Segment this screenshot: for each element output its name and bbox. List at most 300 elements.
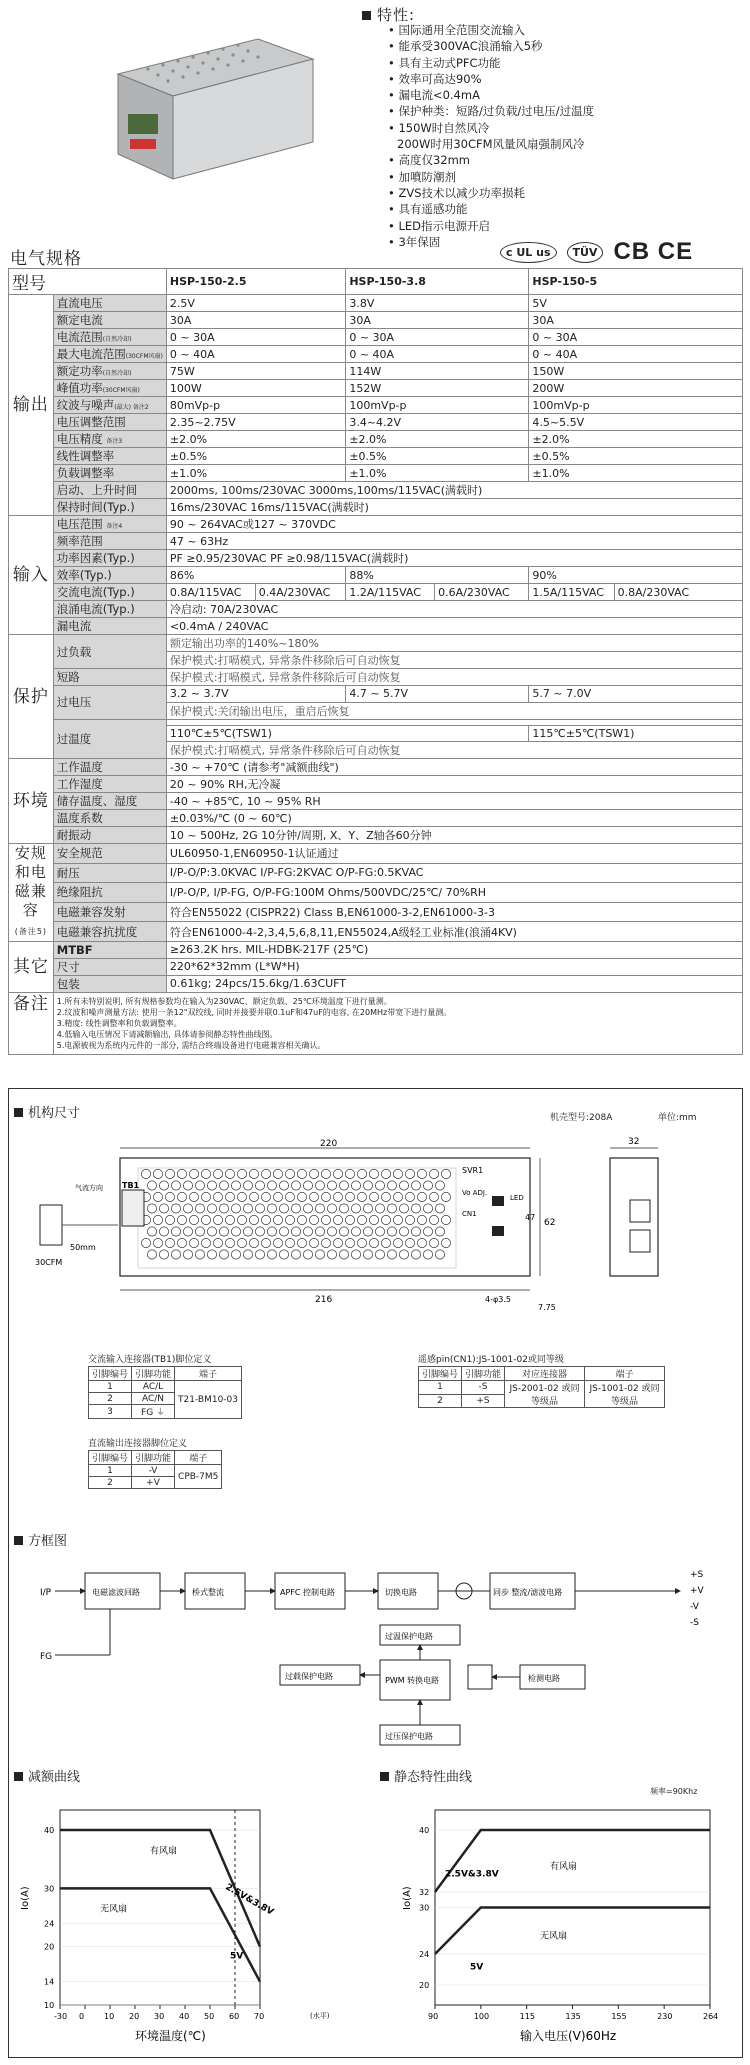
spec-row xyxy=(9,793,743,810)
spec-label: 纹波与噪声(最大) 备注2 xyxy=(53,397,166,414)
th: 引脚功能 xyxy=(462,1367,505,1381)
vent-hole xyxy=(321,1215,330,1224)
spec-row xyxy=(9,601,743,618)
vent-hole xyxy=(273,1238,282,1247)
spec-value: 115℃±5℃(TSW1) xyxy=(529,725,743,742)
spec-value: 220*62*32mm (L*W*H) xyxy=(166,958,742,975)
dim-inner: 47 xyxy=(525,1213,536,1222)
spec-value: 0 ~ 30A xyxy=(346,329,529,346)
product-photo xyxy=(108,34,318,182)
spec-value: 30A xyxy=(166,312,345,329)
vent-hole xyxy=(201,1215,210,1224)
spec-value: ±0.5% xyxy=(166,448,345,465)
spec-value: ±0.5% xyxy=(346,448,529,465)
vent-hole xyxy=(159,1250,168,1259)
vent-hole xyxy=(411,1250,420,1259)
vent-hole xyxy=(219,1227,228,1236)
vent-hole xyxy=(237,1238,246,1247)
vent-hole xyxy=(441,1238,450,1247)
spec-row xyxy=(9,448,743,465)
cn1-table xyxy=(418,1366,665,1408)
y-tick-label: 20 xyxy=(44,1942,55,1952)
vent-hole xyxy=(297,1192,306,1201)
series-label-2: 5V xyxy=(230,1951,244,1962)
vent-hole xyxy=(159,1204,168,1213)
th: 端子 xyxy=(175,1367,242,1381)
tb1-title: 交流输入连接器(TB1)脚位定义 xyxy=(88,1355,212,1365)
cat-other: 其它 xyxy=(9,942,54,993)
vent-hole xyxy=(267,1250,276,1259)
vent-hole xyxy=(369,1169,378,1178)
spec-title: 电气规格 xyxy=(10,249,82,269)
spec-value: 0 ~ 40A xyxy=(529,346,743,363)
spec-label: 频率范围 xyxy=(53,533,166,550)
spec-row xyxy=(9,827,743,844)
th: 引脚功能 xyxy=(132,1451,175,1465)
spec-value: I/P-O/P, I/P-FG, O/P-FG:100M Ohms/500VDC/25℃/ 70%RH xyxy=(166,883,742,903)
vent-hole xyxy=(207,1227,216,1236)
certification-logos xyxy=(500,238,693,266)
vent-hole xyxy=(177,1215,186,1224)
vent-hole xyxy=(285,1215,294,1224)
vent-hole xyxy=(273,1169,282,1178)
features-list xyxy=(388,22,594,250)
led-label: LED xyxy=(510,1194,524,1202)
mech-drawing xyxy=(30,1130,730,1330)
vent-hole xyxy=(327,1181,336,1190)
vent-hole xyxy=(165,1215,174,1224)
y-tick-label: 14 xyxy=(44,1977,55,1987)
spec-value: 5V xyxy=(529,295,743,312)
feature-item: • 效率可高达90% xyxy=(388,71,594,87)
spec-label: 电压范围 备注4 xyxy=(53,516,166,533)
vent-hole xyxy=(369,1215,378,1224)
spec-row xyxy=(9,686,743,703)
vent-hole xyxy=(315,1181,324,1190)
nofan-label: 无风扇 xyxy=(540,1931,568,1942)
spec-value: 20 ~ 90% RH,无冷凝 xyxy=(166,776,742,793)
vent-hole xyxy=(429,1192,438,1201)
spec-label: 功率因素(Typ.) xyxy=(53,550,166,567)
vent-hole xyxy=(177,1192,186,1201)
vent-hole xyxy=(171,1181,180,1190)
vent-hole xyxy=(285,1238,294,1247)
vent-hole xyxy=(405,1215,414,1224)
vent-hole xyxy=(387,1181,396,1190)
vent-hole xyxy=(207,1181,216,1190)
vent-hole xyxy=(213,1169,222,1178)
dim-height: 32 xyxy=(628,1137,640,1147)
vent-hole xyxy=(183,1227,192,1236)
spec-value: 冷启动: 70A/230VAC xyxy=(166,601,742,618)
spec-row xyxy=(9,584,743,601)
vent-hole xyxy=(429,1238,438,1247)
fan-label: 有风扇 xyxy=(150,1846,178,1857)
vent-hole xyxy=(345,1215,354,1224)
vent-hole xyxy=(405,1169,414,1178)
derating-chart xyxy=(20,1790,360,2050)
vent-hole xyxy=(303,1227,312,1236)
vent-hole xyxy=(387,1227,396,1236)
vent-hole xyxy=(411,1204,420,1213)
feature-item: • 加噴防潮剂 xyxy=(388,169,594,185)
vent-hole xyxy=(183,1204,192,1213)
block-olp: 过载保护电路 xyxy=(285,1672,333,1681)
vent-hole xyxy=(183,1250,192,1259)
spec-label: 效率(Typ.) xyxy=(53,567,166,584)
vent-hole xyxy=(231,1204,240,1213)
vent-hole xyxy=(339,1227,348,1236)
vent-hole xyxy=(177,1238,186,1247)
vent-hole xyxy=(303,1250,312,1259)
vent-hole xyxy=(417,1192,426,1201)
spec-value: 100mVp-p xyxy=(346,397,529,414)
x-tick-label: 30 xyxy=(154,2012,165,2021)
out-plus-s: +S xyxy=(690,1570,704,1580)
spec-value: ±0.5% xyxy=(529,448,743,465)
vent-hole xyxy=(387,1204,396,1213)
spec-value: 152W xyxy=(346,380,529,397)
note-line: 5.电源被视为系统内元件的一部分, 需结合终端设备进行电磁兼容相关确认。 xyxy=(56,1040,326,1050)
vent-hole xyxy=(435,1250,444,1259)
spec-value: 1.2A/115VAC xyxy=(346,584,435,601)
vent-hole xyxy=(195,1204,204,1213)
vent-hole xyxy=(423,1250,432,1259)
th: 端子 xyxy=(585,1367,665,1381)
vent-hole xyxy=(321,1192,330,1201)
feature-item: • 国际通用全范围交流输入 xyxy=(388,22,594,38)
spec-row xyxy=(9,844,743,864)
spec-label: MTBF xyxy=(53,942,166,959)
vent-hole xyxy=(249,1169,258,1178)
vent-hole xyxy=(423,1181,432,1190)
vent-hole xyxy=(327,1250,336,1259)
spec-value: ±1.0% xyxy=(346,465,529,482)
spec-row xyxy=(9,635,743,652)
spec-row xyxy=(9,942,743,959)
block-title: 方框图 xyxy=(14,1530,67,1549)
spec-value: ±1.0% xyxy=(166,465,345,482)
th: 端子 xyxy=(175,1451,222,1465)
th: 引脚功能 xyxy=(132,1367,175,1381)
vent-hole xyxy=(159,1181,168,1190)
svr1-label: SVR1 xyxy=(462,1166,484,1175)
vent-hole xyxy=(441,1215,450,1224)
vent-hole xyxy=(153,1192,162,1201)
vent-hole xyxy=(309,1238,318,1247)
vent-hole xyxy=(351,1181,360,1190)
dim-edge: 7.75 xyxy=(538,1303,556,1312)
vent-hole xyxy=(225,1238,234,1247)
vent-hole xyxy=(363,1227,372,1236)
td: +V xyxy=(132,1477,175,1489)
vent-hole xyxy=(363,1250,372,1259)
vent-hole xyxy=(321,1169,330,1178)
spec-row xyxy=(9,567,743,584)
spec-label: 电压调整范围 xyxy=(53,414,166,431)
th: 引脚编号 xyxy=(89,1451,132,1465)
y-tick-label: 40 xyxy=(44,1826,55,1835)
vent-hole xyxy=(369,1192,378,1201)
vent-hole xyxy=(333,1169,342,1178)
out-minus-s: -S xyxy=(690,1618,699,1628)
vent-hole xyxy=(267,1227,276,1236)
features-heading: 特性: xyxy=(362,4,415,25)
vent-hole xyxy=(195,1250,204,1259)
td: 1 xyxy=(89,1465,132,1477)
block-ovp: 过压保护电路 xyxy=(385,1732,433,1741)
vent-hole xyxy=(231,1227,240,1236)
spec-value: 4.7 ~ 5.7V xyxy=(346,686,529,703)
vent-hole xyxy=(435,1204,444,1213)
spec-value: 0 ~ 30A xyxy=(529,329,743,346)
spec-label: 电磁兼容抗扰度 xyxy=(53,922,166,942)
vent-hole xyxy=(327,1204,336,1213)
vent-hole xyxy=(357,1215,366,1224)
feature-item: • LED指示电源开启 xyxy=(388,218,594,234)
spec-value: 150W xyxy=(529,363,743,380)
spec-row xyxy=(9,431,743,448)
dim-length: 220 xyxy=(320,1139,338,1149)
derating-ylabel: Io(A) xyxy=(20,1886,31,1910)
vent-hole xyxy=(219,1250,228,1259)
spec-label: 电压精度 备注3 xyxy=(53,431,166,448)
vent-hole xyxy=(279,1227,288,1236)
feature-item: • 150W时自然风冷 xyxy=(388,120,594,136)
spec-value: 100mVp-p xyxy=(529,397,743,414)
spec-value: 80mVp-p xyxy=(166,397,345,414)
static-chart xyxy=(390,1790,740,2050)
x-tick-label: 40 xyxy=(179,2012,190,2021)
fan-label: 有风扇 xyxy=(550,1861,578,1872)
vent-hole xyxy=(417,1238,426,1247)
dim-hole: 216 xyxy=(315,1295,333,1305)
spec-value: 86% xyxy=(166,567,345,584)
vent-hole xyxy=(285,1169,294,1178)
vent-hole xyxy=(375,1250,384,1259)
spec-value: ±0.03%/℃ (0 ~ 60℃) xyxy=(166,810,742,827)
vent-hole xyxy=(165,1192,174,1201)
spec-value: 保护模式:打嗝模式, 异常条件移除后可自动恢复 xyxy=(166,742,742,759)
feature-item: • 保护种类：短路/过负载/过电压/过温度 xyxy=(388,103,594,119)
dc-table xyxy=(88,1450,222,1489)
spec-label: 耐振动 xyxy=(53,827,166,844)
vent-hole xyxy=(147,1181,156,1190)
model-38: HSP-150-3.8 xyxy=(346,269,529,295)
vent-hole xyxy=(375,1181,384,1190)
spec-label: 包装 xyxy=(53,975,166,992)
vent-hole xyxy=(435,1227,444,1236)
case-number: 机壳型号:208A xyxy=(550,1113,613,1123)
vent-hole xyxy=(243,1181,252,1190)
block-diagram xyxy=(40,1555,720,1750)
spec-label: 过电压 xyxy=(53,686,166,720)
spec-value: 16ms/230VAC 16ms/115VAC(满载时) xyxy=(166,499,742,516)
vent-hole xyxy=(435,1181,444,1190)
vent-hole xyxy=(357,1238,366,1247)
td: +S xyxy=(462,1394,505,1408)
vent-hole xyxy=(399,1204,408,1213)
spec-label: 浪涌电流(Typ.) xyxy=(53,601,166,618)
spec-label: 绝缘阻抗 xyxy=(53,883,166,903)
note-line: 2.纹波和噪声测量方法: 使用一条12"双绞线, 同时并接要并联0.1uF和47uF的电容, 在20MHz带宽下进行量测。 xyxy=(56,1007,452,1017)
vent-hole xyxy=(183,1181,192,1190)
vent-hole xyxy=(201,1169,210,1178)
block-pwm: PWM 转换电路 xyxy=(385,1676,440,1685)
spec-header-row xyxy=(9,269,743,295)
series-label-1: 2.5V&3.8V xyxy=(445,1869,499,1880)
cn1-title: 遥感pin(CN1):JS-1001-02或同等级 xyxy=(418,1355,564,1365)
feature-item: 200W时用30CFM风量风扇强制风冷 xyxy=(397,137,585,152)
x-tick-label: 115 xyxy=(519,2012,535,2021)
spec-value: ±1.0% xyxy=(529,465,743,482)
block-apfc: APFC 控制电路 xyxy=(280,1588,336,1597)
spec-row xyxy=(9,295,743,312)
vent-hole xyxy=(189,1192,198,1201)
spec-row xyxy=(9,482,743,499)
y-tick-label: 32 xyxy=(419,1888,430,1897)
cat-note: 备注 xyxy=(9,992,54,1054)
vent-hole xyxy=(189,1169,198,1178)
block-emi: 电磁滤波回路 xyxy=(92,1588,140,1597)
block-detect: 检测电路 xyxy=(528,1674,560,1683)
td: CPB-7M5 xyxy=(175,1465,222,1489)
vent-hole xyxy=(261,1192,270,1201)
spec-value: <0.4mA / 240VAC xyxy=(166,618,742,635)
vent-hole xyxy=(273,1192,282,1201)
vent-hole xyxy=(417,1215,426,1224)
dim-width: 62 xyxy=(544,1218,556,1228)
static-xlabel: 输入电压(V)60Hz xyxy=(520,2029,617,2043)
x-tick-label: 90 xyxy=(428,2012,439,2021)
vent-hole xyxy=(291,1227,300,1236)
feature-item: • 能承受300VAC浪涌输入5秒 xyxy=(388,38,594,54)
vent-hole xyxy=(393,1192,402,1201)
y-tick-label: 24 xyxy=(419,1950,430,1959)
vent-hole xyxy=(333,1215,342,1224)
spec-value: 符合EN55022 (CISPR22) Class B,EN61000-3-2,EN61000-3-3 xyxy=(166,902,742,922)
spec-label: 工作湿度 xyxy=(53,776,166,793)
vent-hole xyxy=(225,1169,234,1178)
out-plus-v: +V xyxy=(690,1586,704,1596)
spec-row xyxy=(9,975,743,992)
spec-row xyxy=(9,902,743,922)
vent-hole xyxy=(381,1238,390,1247)
spec-value: UL60950-1,EN60950-1认证通过 xyxy=(166,844,742,864)
spec-value: 100W xyxy=(166,380,345,397)
vent-hole xyxy=(399,1181,408,1190)
td: 1 xyxy=(89,1381,132,1393)
model-25: HSP-150-2.5 xyxy=(166,269,345,295)
td: AC/N xyxy=(132,1393,175,1405)
spec-value: I/P-O/P:3.0KVAC I/P-FG:2KVAC O/P-FG:0.5KVAC xyxy=(166,863,742,883)
model-5: HSP-150-5 xyxy=(529,269,743,295)
spec-row xyxy=(9,465,743,482)
vent-hole xyxy=(159,1227,168,1236)
dim-hole-dia: 4-φ3.5 xyxy=(485,1295,511,1304)
vent-hole xyxy=(423,1227,432,1236)
spec-row xyxy=(9,776,743,793)
vent-hole xyxy=(213,1215,222,1224)
spec-row xyxy=(9,363,743,380)
vent-hole xyxy=(189,1238,198,1247)
spec-value: 88% xyxy=(346,567,529,584)
x-tick-label: 70 xyxy=(254,2012,265,2021)
block-switch: 切换电路 xyxy=(385,1588,417,1597)
spec-table xyxy=(8,268,743,1055)
spec-value: ≥263.2K hrs. MIL-HDBK-217F (25℃) xyxy=(166,942,742,959)
vent-hole xyxy=(237,1192,246,1201)
spec-row xyxy=(9,883,743,903)
vent-hole xyxy=(345,1238,354,1247)
spec-row xyxy=(9,958,743,975)
vent-hole xyxy=(261,1169,270,1178)
vent-hole xyxy=(255,1204,264,1213)
vent-hole xyxy=(357,1192,366,1201)
spec-value: 0 ~ 40A xyxy=(166,346,345,363)
spec-label: 尺寸 xyxy=(53,958,166,975)
spec-label: 交流电流(Typ.) xyxy=(53,584,166,601)
model-header: 型号 xyxy=(9,269,167,295)
vent-hole xyxy=(387,1250,396,1259)
td: T21-BM10-03 xyxy=(175,1381,242,1419)
vent-hole xyxy=(249,1215,258,1224)
spec-value: ±2.0% xyxy=(529,431,743,448)
mech-title: 机构尺寸 xyxy=(14,1102,80,1121)
plot-frame xyxy=(60,1810,260,2005)
out-minus-v: -V xyxy=(690,1602,699,1612)
vent-hole xyxy=(375,1204,384,1213)
vent-hole xyxy=(147,1227,156,1236)
vent-hole xyxy=(297,1169,306,1178)
vent-hole xyxy=(147,1204,156,1213)
td: JS-2001-02 或同等级品 xyxy=(505,1381,585,1408)
notes xyxy=(53,992,742,1054)
vent-hole xyxy=(267,1181,276,1190)
vent-hole xyxy=(219,1204,228,1213)
vent-hole xyxy=(213,1192,222,1201)
vent-hole xyxy=(417,1169,426,1178)
block-bridge: 桥式整流 xyxy=(192,1588,224,1597)
nofan-label: 无风扇 xyxy=(100,1904,128,1915)
vent-hole xyxy=(381,1169,390,1178)
spec-row xyxy=(9,414,743,431)
spec-value: 75W xyxy=(166,363,345,380)
vent-hole xyxy=(315,1227,324,1236)
vent-hole xyxy=(399,1227,408,1236)
vent-hole xyxy=(315,1250,324,1259)
fan-cfm: 30CFM xyxy=(35,1258,63,1267)
spec-value: 额定输出功率的140%~180% xyxy=(166,635,742,652)
spec-label: 最大电流范围(30CFM风扇) xyxy=(53,346,166,363)
vent-hole xyxy=(207,1250,216,1259)
spec-value: 0.8A/115VAC xyxy=(166,584,255,601)
spec-value: 2.5V xyxy=(166,295,345,312)
ul-logo: c UL us xyxy=(500,242,557,263)
spec-value: ±2.0% xyxy=(346,431,529,448)
vent-hole xyxy=(303,1181,312,1190)
vent-hole xyxy=(303,1204,312,1213)
vent-hole xyxy=(189,1215,198,1224)
spec-row xyxy=(9,922,743,942)
spec-label: 电流范围(自然冷却) xyxy=(53,329,166,346)
x-tick-label: -30 xyxy=(54,2012,68,2021)
spec-label: 保持时间(Typ.) xyxy=(53,499,166,516)
spec-value: 114W xyxy=(346,363,529,380)
spec-label: 过温度 xyxy=(53,719,166,759)
vent-hole xyxy=(249,1192,258,1201)
block-rect: 同步 整流/滤波电路 xyxy=(493,1588,563,1597)
